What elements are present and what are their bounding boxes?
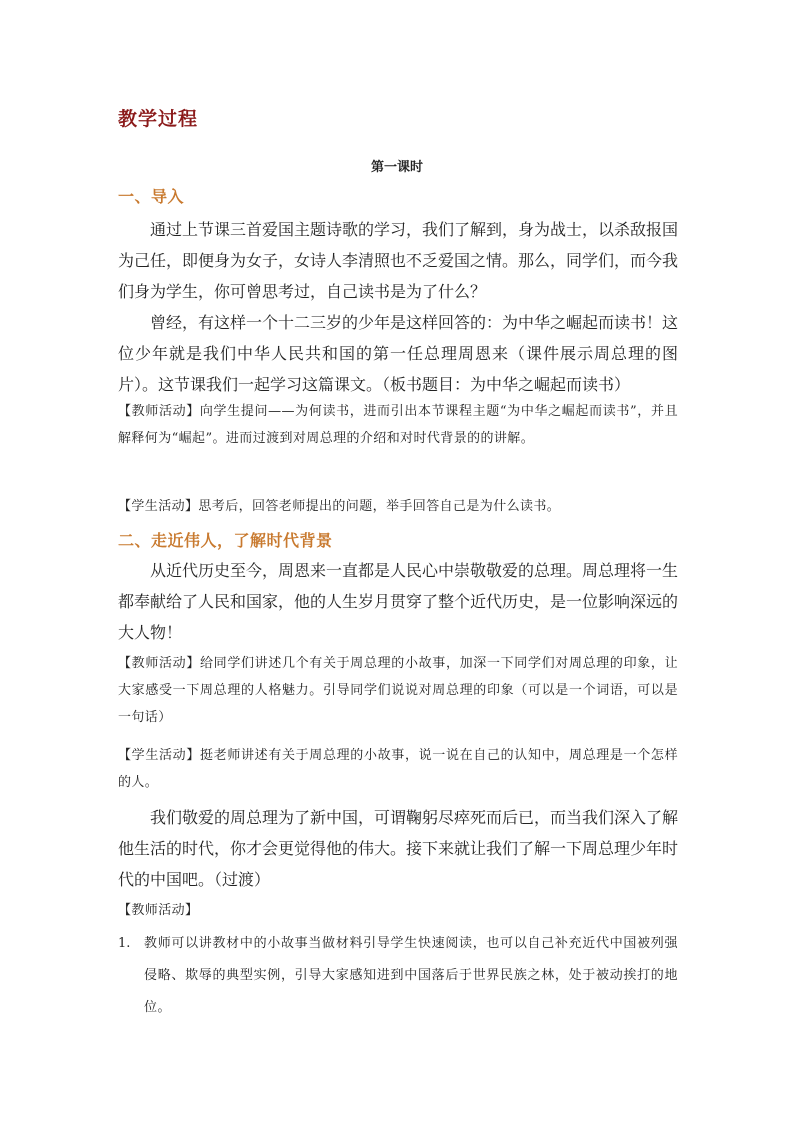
teacher-activity-1: 【教师活动】向学生提问——为何读书，进而引出本节课程主题“为中华之崛起而读书”，并且解释何为“崛起”。进而过渡到对周总理的介绍和对时代背景的的讲解。 <box>118 404 678 446</box>
paragraph-intro-1: 通过上节课三首爱国主题诗歌的学习，我们了解到，身为战士，以杀敌报国为己任，即便身为女子，女诗人李清照也不乏爱国之情。那么，同学们，而今我们身为学生，你可曾思考过，自己读书是为了什么？ <box>118 220 679 301</box>
section-heading-background: 二、走近伟人，了解时代背景 <box>118 531 333 550</box>
section-heading-intro: 一、导入 <box>118 187 185 206</box>
student-activity-2: 【学生活动】挺老师讲述有关于周总理的小故事，说一说在自己的认知中，周总理是一个怎样的人。 <box>118 748 678 790</box>
paragraph-background-2: 我们敬爱的周总理为了新中国，可谓鞠躬尽瘁死而后已，而当我们深入了解他生活的时代，你才会更觉得他的伟大。接下来就让我们了解一下周总理少年时代的中国吧。（过渡） <box>118 808 679 889</box>
lesson-label: 第一课时 <box>370 160 423 175</box>
teacher-activity-3: 【教师活动】 <box>118 903 199 918</box>
paragraph-background-1: 从近代历史至今，周恩来一直都是人民心中崇敬敬爱的总理。周总理将一生都奉献给了人民和国家，他的人生岁月贯穿了整个近代历史，是一位影响深远的大人物！ <box>118 561 679 642</box>
list-item <box>118 928 678 1024</box>
student-activity-1: 【学生活动】思考后，回答老师提出的问题，举手回答自己是为什么读书。 <box>118 499 561 514</box>
paragraph-intro-2: 曾经，有这样一个十二三岁的少年是这样回答的：为中华之崛起而读书！这位少年就是我们中华人民共和国的第一任总理周恩来（课件展示周总理的图片）。这节课我们一起学习这篇课文。（板书题目：为中华之崛起而读书） <box>118 313 679 394</box>
doc-title: 教学过程 <box>118 108 199 130</box>
list-item-number: 1. <box>118 936 131 951</box>
teacher-activity-list <box>118 928 678 1024</box>
list-item-text: 教师可以讲教材中的小故事当做材料引导学生快速阅读，也可以自己补充近代中国被列强侵略、欺辱的典型实例，引导大家感知进到中国落后于世界民族之林，处于被动挨打的地位。 <box>144 936 678 1015</box>
teacher-activity-2: 【教师活动】给同学们讲述几个有关于周总理的小故事，加深一下同学们对周总理的印象，让大家感受一下周总理的人格魅力。引导同学们说说对周总理的印象（可以是一个词语，可以是一句话） <box>118 656 678 725</box>
